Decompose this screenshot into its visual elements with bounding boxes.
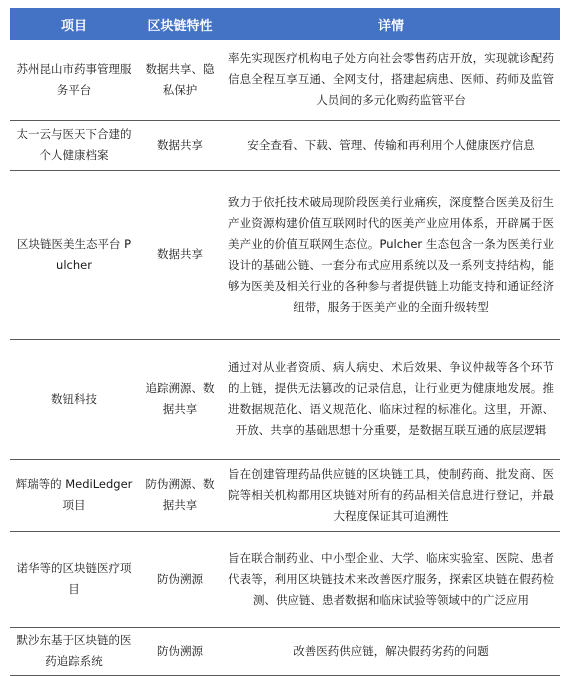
- cell-detail: 改善医药供应链，解决假药劣药的问题: [222, 627, 560, 675]
- cell-feature: 追踪溯源、数据共享: [138, 339, 222, 459]
- table-row: [10, 339, 560, 459]
- header-row: [10, 8, 560, 40]
- cell-detail: 旨在联合制药业、中小型企业、大学、临床实验室、医院、患者代表等，利用区块链技术来改善医疗服务，探索区块链在假药检测、供应链、患者数据和临床试验等领域中的广泛应用: [222, 531, 560, 627]
- table-header: [10, 8, 560, 40]
- table-row: [10, 120, 560, 170]
- cell-detail: 旨在创建管理药品供应链的区块链工具，使制药商、批发商、医院等相关机构都用区块链对所有的药品相关信息进行登记，并最大程度保证其可追溯性: [222, 459, 560, 531]
- data-table: [10, 8, 560, 676]
- cell-project: 辉瑞等的 MediLedger 项目: [10, 459, 138, 531]
- cell-project: 默沙东基于区块链的医药追踪系统: [10, 627, 138, 675]
- table-row: [10, 627, 560, 675]
- table-row: [10, 459, 560, 531]
- header-detail: 详情: [377, 18, 404, 34]
- cell-feature: 防伪溯源: [138, 627, 222, 675]
- cell-detail: 致力于依托技术破局现阶段医美行业痛疾，深度整合医美及衍生产业资源构建价值互联网时代的医美产业应用体系，开辟属于医美产业的价值互联网生态位。Pulcher 生态包含一条为医美行业设计的基础公链、一套分布式应用系统以及一系列支持结构，能够为医美及相关行业的各种参与者提供链上功能支持和通证经济纽带，服务于医美产业的全面升级转型: [222, 170, 560, 339]
- cell-project: 太一云与医天下合建的个人健康档案: [10, 120, 138, 170]
- table-body: [10, 40, 560, 675]
- blockchain-medical-table: [10, 8, 560, 676]
- header-feature: 区块链特性: [147, 18, 213, 34]
- cell-detail: 安全查看、下载、管理、传输和再利用个人健康医疗信息: [222, 120, 560, 170]
- cell-feature: 数据共享、隐私保护: [138, 40, 222, 120]
- table-row: [10, 170, 560, 339]
- cell-project: 苏州昆山市药事管理服务平台: [10, 40, 138, 120]
- cell-project: 区块链医美生态平台 Pulcher: [10, 170, 138, 339]
- cell-feature: 数据共享: [138, 170, 222, 339]
- header-project: 项目: [60, 18, 87, 34]
- cell-feature: 数据共享: [138, 120, 222, 170]
- table-row: [10, 531, 560, 627]
- cell-feature: 防伪溯源、数据共享: [138, 459, 222, 531]
- cell-feature: 防伪溯源: [138, 531, 222, 627]
- cell-detail: 通过对从业者资质、病人病史、术后效果、争议仲裁等各个环节的上链，提供无法篡改的记录信息，让行业更为健康地发展。推进数据规范化、语义规范化、临床过程的标准化。这里，开源、开放、共享的基础思想十分重要，是数据互联互通的底层逻辑: [222, 339, 560, 459]
- cell-detail: 率先实现医疗机构电子处方向社会零售药店开放，实现就诊配药信息全程互享互通、全网支付，搭建起病患、医师、药师及监管人员间的多元化购药监管平台: [222, 40, 560, 120]
- cell-project: 诺华等的区块链医疗项目: [10, 531, 138, 627]
- table-row: [10, 40, 560, 120]
- cell-project: 数钮科技: [10, 339, 138, 459]
